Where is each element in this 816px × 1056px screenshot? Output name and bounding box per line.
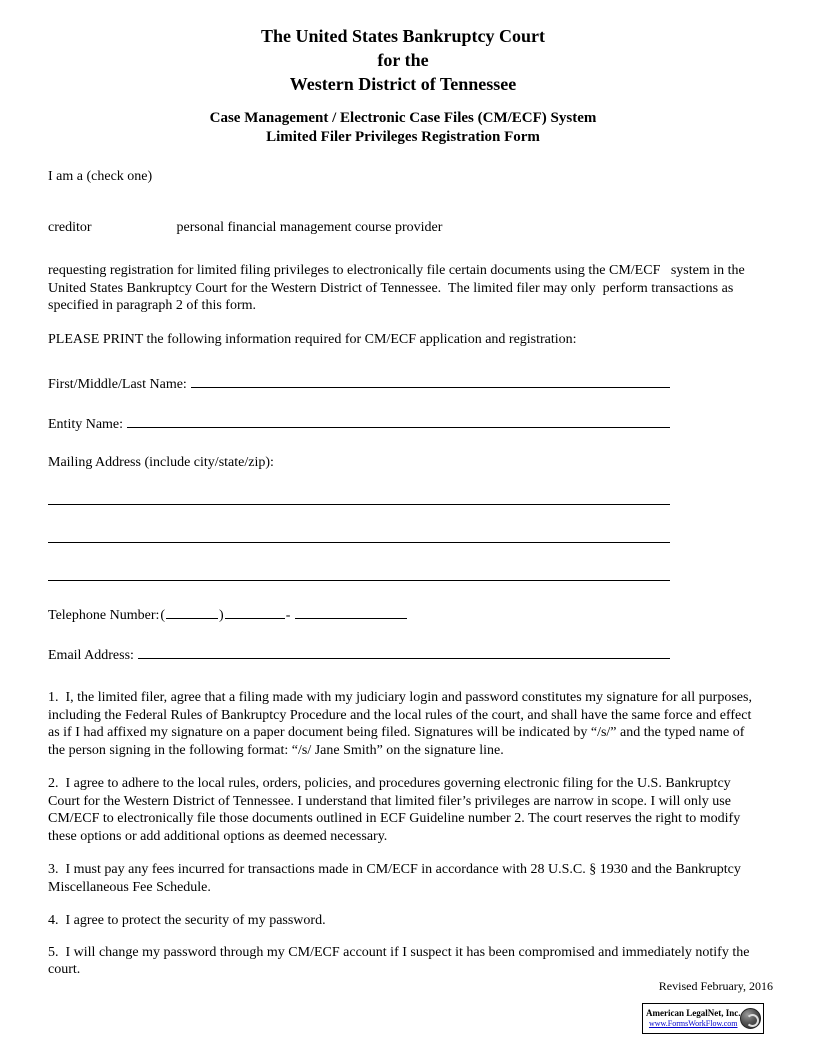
phone-dash: - xyxy=(285,608,291,623)
agreement-paragraph-2: 2. I agree to adhere to the local rules, orders, policies, and procedures governing electronic filing for the U.S. Bankruptcy Court for the Western District of Tennessee. I understand that limited filer’s privileges are narrow in scope. I will only use CM/ECF to electronically file those documents outlined in ECF Guideline number 2. The court reserves the right to modify these options or add additional options as deemed necessary. xyxy=(48,776,744,844)
mailing-address-blank-2[interactable] xyxy=(48,542,670,543)
phone-field-label: Telephone Number: xyxy=(48,608,160,623)
entity-field-row xyxy=(48,414,670,434)
mailing-address-blank-1[interactable] xyxy=(48,504,670,505)
mailing-address-label: Mailing Address (include city/state/zip): xyxy=(48,455,274,470)
filer-type-prompt: I am a (check one) xyxy=(48,169,153,184)
email-field-blank[interactable] xyxy=(138,645,670,659)
court-title-line1: The United States Bankruptcy Court xyxy=(260,26,546,46)
phone-field-row xyxy=(48,605,758,625)
court-title-line3: Western District of Tennessee xyxy=(289,74,517,94)
american-legalnet-name: American LegalNet, Inc. xyxy=(646,1008,741,1018)
court-title-line2: for the xyxy=(377,50,429,70)
formsworkflow-link[interactable]: www.FormsWorkFlow.com xyxy=(648,1019,738,1028)
form-subtitle-line2: Limited Filer Privileges Registration Form xyxy=(266,129,540,145)
agreement-paragraph-5: 5. I will change my password through my CM/ECF account if I suspect it has been compromised and immediately notify the court. xyxy=(48,944,753,977)
phone-line-blank[interactable] xyxy=(295,605,407,619)
court-title xyxy=(48,24,758,96)
american-legalnet-badge xyxy=(642,1003,764,1034)
agreement-paragraph-3: 3. I must pay any fees incurred for transactions made in CM/ECF in accordance with 28 U.S.C. § 1930 and the Bankruptcy Miscellaneous Fee Schedule. xyxy=(48,862,745,895)
mailing-address-blank-3[interactable] xyxy=(48,580,670,581)
phone-prefix-blank[interactable] xyxy=(225,605,285,619)
phone-open-paren: ( xyxy=(160,608,166,623)
name-field-label: First/Middle/Last Name: xyxy=(48,377,187,392)
form-subtitle xyxy=(48,109,758,147)
american-legalnet-text xyxy=(646,1008,740,1029)
agreement-paragraph-4: 4. I agree to protect the security of my password. xyxy=(48,913,326,928)
form-subtitle-line1: Case Management / Electronic Case Files (CM/ECF) System xyxy=(209,110,597,126)
entity-field-label: Entity Name: xyxy=(48,417,124,432)
american-legalnet-logo-icon xyxy=(740,1008,761,1029)
intro-paragraph: requesting registration for limited filing privileges to electronically file certain documents using the CM/ECF system in the United States Bankruptcy Court for the Western District of Tennessee. The limited filer may only perform transactions as specified in paragraph 2 of this form. xyxy=(48,263,749,313)
name-field-row xyxy=(48,374,670,394)
email-field-label: Email Address: xyxy=(48,648,134,663)
phone-close-paren: ) xyxy=(219,608,224,623)
option-course-provider[interactable]: personal financial management course provider xyxy=(176,220,443,235)
phone-area-code-blank[interactable] xyxy=(166,605,218,619)
entity-field-blank[interactable] xyxy=(127,414,670,428)
filer-type-options xyxy=(48,219,758,237)
revised-date: Revised February, 2016 xyxy=(658,979,773,993)
option-creditor[interactable]: creditor xyxy=(48,220,92,235)
name-field-blank[interactable] xyxy=(191,374,670,388)
email-field-row xyxy=(48,645,670,665)
agreement-paragraph-1: 1. I, the limited filer, agree that a filing made with my judiciary login and password constitutes my signature for all purposes, including the Federal Rules of Bankruptcy Procedure and the local rules of the court, and shall have the same force and effect as if I had affixed my signature on a paper document being filed. Signatures will be indicated by “/s/” and the typed name of the person signing in the following format: “/s/ Jane Smith” on the signature line. xyxy=(48,690,756,758)
print-instruction: PLEASE PRINT the following information required for CM/ECF application and registration: xyxy=(48,331,577,347)
